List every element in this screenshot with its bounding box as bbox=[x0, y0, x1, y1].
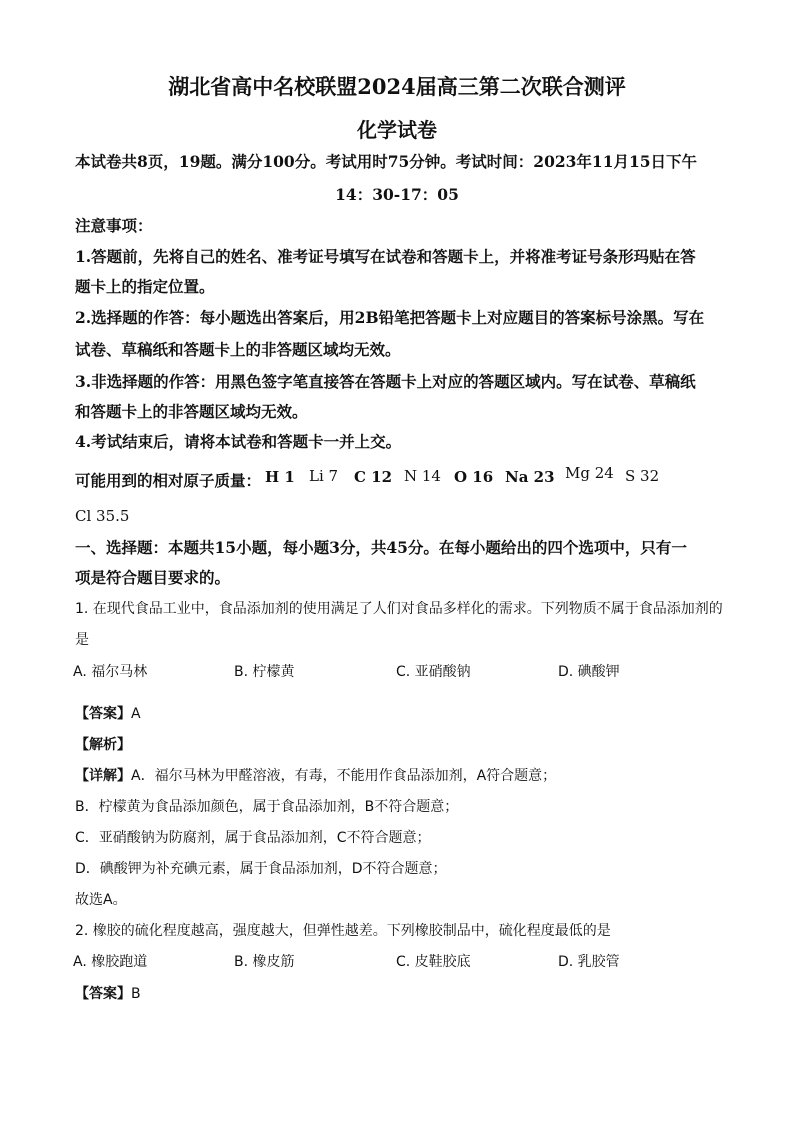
atomic-mass-label: 可能用到的相对原子质量： bbox=[75, 471, 262, 490]
note-1-line-1: 1.答题前，先将自己的姓名、准考证号填写在试卷和答题卡上，并将准考证号条形玛贴在答 bbox=[75, 247, 696, 266]
note-3-line-1: 3.非选择题的作答：用黑色签字笔直接答在答题卡上对应的答题区域内。写在试卷、草稿纸 bbox=[75, 372, 696, 391]
exam-title: 湖北省高中名校联盟2024届高三第二次联合测评 bbox=[168, 74, 626, 99]
question-1-answer bbox=[75, 703, 141, 723]
atomic-mass-na: Na 23 bbox=[505, 468, 555, 486]
section-1-heading-line-1: 一、选择题：本题共15小题，每小题3分，共45分。在每小题给出的四个选项中，只有一 bbox=[75, 538, 687, 557]
question-2-answer bbox=[75, 983, 141, 1003]
atomic-mass-n: N 14 bbox=[404, 467, 441, 485]
notes-heading: 注意事项： bbox=[75, 216, 153, 235]
question-1-detail-a bbox=[75, 765, 556, 785]
note-2-line-2: 试卷、草稿纸和答题卡上的非答题区域均无效。 bbox=[75, 340, 401, 359]
question-1-option-d: D. 碘酸钾 bbox=[558, 664, 620, 680]
question-2-option-a: A. 橡胶跑道 bbox=[73, 954, 148, 970]
question-2-option-b: B. 橡皮筋 bbox=[234, 954, 295, 970]
exam-info-line-2: 14：30-17：05 bbox=[335, 185, 459, 204]
answer-value: A bbox=[131, 706, 141, 722]
question-1-option-a: A. 福尔马林 bbox=[73, 664, 148, 680]
atomic-mass-c: C 12 bbox=[354, 468, 393, 486]
question-2-option-d: D. 乳胶管 bbox=[558, 954, 620, 970]
note-2-line-1: 2.选择题的作答：每小题选出答案后，用2B铅笔把答题卡上对应题目的答案标号涂黑。写在 bbox=[75, 308, 705, 327]
atomic-mass-cl: Cl 35.5 bbox=[75, 507, 130, 525]
question-1-stem-line-2: 是 bbox=[75, 632, 89, 648]
question-1-stem-line-1: 1. 在现代食品工业中，食品添加剂的使用满足了人们对食品多样化的需求。下列物质不属于食品添加剂的 bbox=[75, 601, 723, 617]
detail-a-text: A．福尔马林为甲醛溶液，有毒，不能用作食品添加剂，A符合题意； bbox=[131, 768, 557, 784]
atomic-mass-h: H 1 bbox=[265, 468, 295, 486]
answer-tag: 【答案】 bbox=[75, 986, 131, 1002]
section-1-heading-line-2: 项是符合题目要求的。 bbox=[75, 568, 231, 587]
note-1-line-2: 题卡上的指定位置。 bbox=[75, 277, 215, 296]
atomic-mass-mg: Mg 24 bbox=[565, 464, 614, 482]
question-1-analysis-tag: 【解析】 bbox=[75, 737, 131, 753]
exam-subtitle: 化学试卷 bbox=[357, 118, 437, 142]
exam-info-line-1: 本试卷共8页，19题。满分100分。考试用时75分钟。考试时间：2023年11月15日下午 bbox=[75, 152, 698, 171]
atomic-mass-o: O 16 bbox=[454, 468, 494, 486]
note-3-line-2: 和答题卡上的非答题区域均无效。 bbox=[75, 402, 308, 421]
question-1-option-c: C. 亚硝酸钠 bbox=[396, 664, 471, 680]
question-1-option-b: B. 柠檬黄 bbox=[234, 664, 295, 680]
answer-value: B bbox=[131, 986, 141, 1002]
note-4: 4.考试结束后，请将本试卷和答题卡一并上交。 bbox=[75, 432, 402, 451]
atomic-mass-li: Li 7 bbox=[309, 467, 339, 485]
answer-tag: 【答案】 bbox=[75, 706, 131, 722]
question-2-option-c: C. 皮鞋胶底 bbox=[396, 954, 471, 970]
question-1-conclusion: 故选A。 bbox=[75, 892, 127, 908]
question-1-detail-d: D．碘酸钾为补充碘元素，属于食品添加剂，D不符合题意； bbox=[75, 861, 447, 877]
question-2-stem: 2. 橡胶的硫化程度越高，强度越大，但弹性越差。下列橡胶制品中，硫化程度最低的是 bbox=[75, 923, 611, 939]
question-1-detail-b: B．柠檬黄为食品添加颜色，属于食品添加剂，B不符合题意； bbox=[75, 799, 459, 815]
atomic-mass-s: S 32 bbox=[625, 467, 660, 485]
detail-tag: 【详解】 bbox=[75, 768, 131, 784]
question-1-detail-c: C．亚硝酸钠为防腐剂，属于食品添加剂，C不符合题意； bbox=[75, 830, 431, 846]
